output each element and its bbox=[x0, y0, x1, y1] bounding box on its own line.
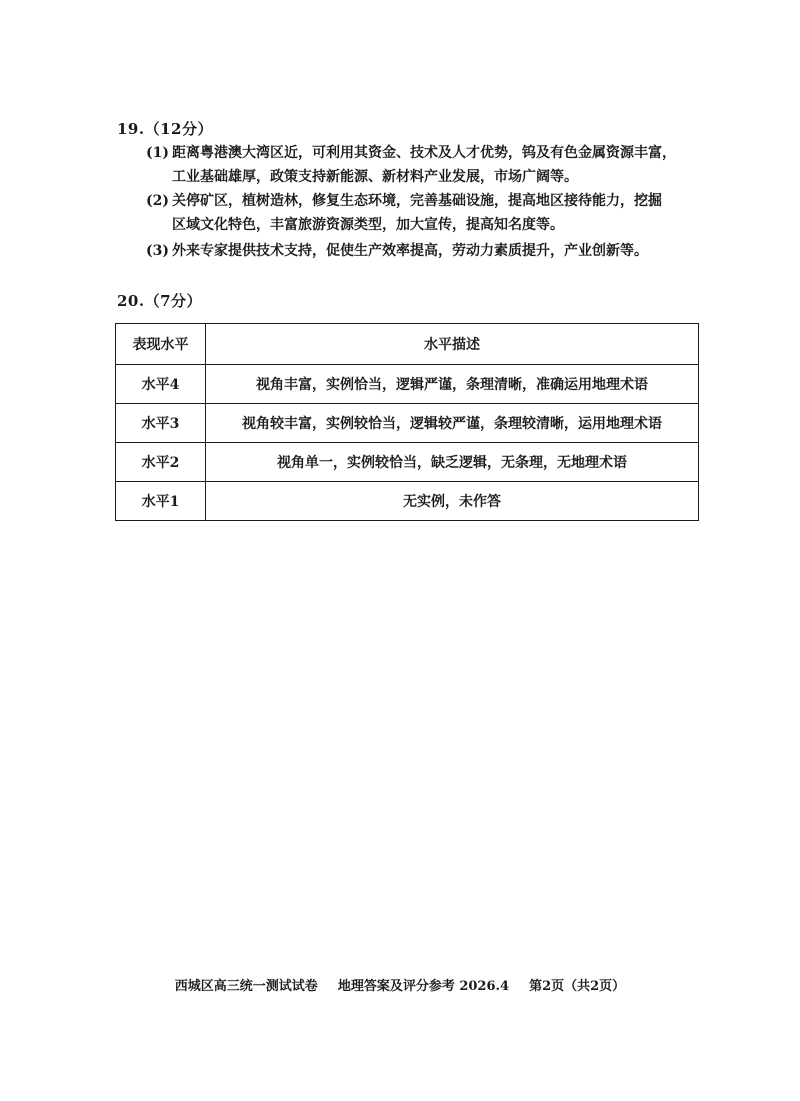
table-header-row bbox=[116, 324, 699, 365]
question-19-title: 19.（12分） bbox=[117, 120, 213, 138]
footer-page-number: 第2页（共2页） bbox=[529, 979, 626, 994]
table-row bbox=[116, 482, 699, 521]
item-text-line2: 区域文化特色，丰富旅游资源类型，加大宣传，提高知名度等。 bbox=[172, 217, 564, 233]
item-text-line2: 工业基础雄厚，政策支持新能源、新材料产业发展，市场广阔等。 bbox=[172, 169, 578, 185]
table-row bbox=[116, 443, 699, 482]
answer-19-2 bbox=[146, 189, 706, 237]
description-cell: 视角丰富，实例恰当，逻辑严谨，条理清晰，准确运用地理术语 bbox=[206, 365, 699, 404]
question-20-title: 20.（7分） bbox=[117, 292, 203, 310]
level-cell: 水平4 bbox=[116, 365, 206, 404]
header-description: 水平描述 bbox=[206, 324, 699, 365]
header-level: 表现水平 bbox=[116, 324, 206, 365]
level-cell: 水平3 bbox=[116, 404, 206, 443]
answer-19-3 bbox=[146, 239, 706, 263]
description-cell: 无实例，未作答 bbox=[206, 482, 699, 521]
table-row bbox=[116, 404, 699, 443]
answer-19-1 bbox=[146, 141, 706, 189]
description-cell: 视角较丰富，实例较恰当，逻辑较严谨，条理较清晰，运用地理术语 bbox=[206, 404, 699, 443]
level-cell: 水平2 bbox=[116, 443, 206, 482]
item-text-line1: 距离粤港澳大湾区近，可利用其资金、技术及人才优势，钨及有色金属资源丰富， bbox=[172, 145, 676, 161]
item-number: (3) bbox=[146, 243, 169, 259]
description-cell: 视角单一，实例较恰当，缺乏逻辑，无条理，无地理术语 bbox=[206, 443, 699, 482]
footer-subject: 地理答案及评分参考 2026.4 bbox=[337, 979, 510, 994]
level-cell: 水平1 bbox=[116, 482, 206, 521]
scoring-rubric-table bbox=[115, 323, 699, 521]
item-number: (1) bbox=[146, 145, 169, 161]
item-number: (2) bbox=[146, 193, 169, 209]
table-row bbox=[116, 365, 699, 404]
item-text-line1: 关停矿区，植树造林，修复生态环境，完善基础设施，提高地区接待能力，挖掘 bbox=[172, 193, 662, 209]
footer-exam-name: 西城区高三统一测试试卷 bbox=[174, 979, 318, 994]
page-footer bbox=[0, 975, 800, 994]
item-text-line1: 外来专家提供技术支持，促使生产效率提高，劳动力素质提升，产业创新等。 bbox=[172, 243, 648, 259]
